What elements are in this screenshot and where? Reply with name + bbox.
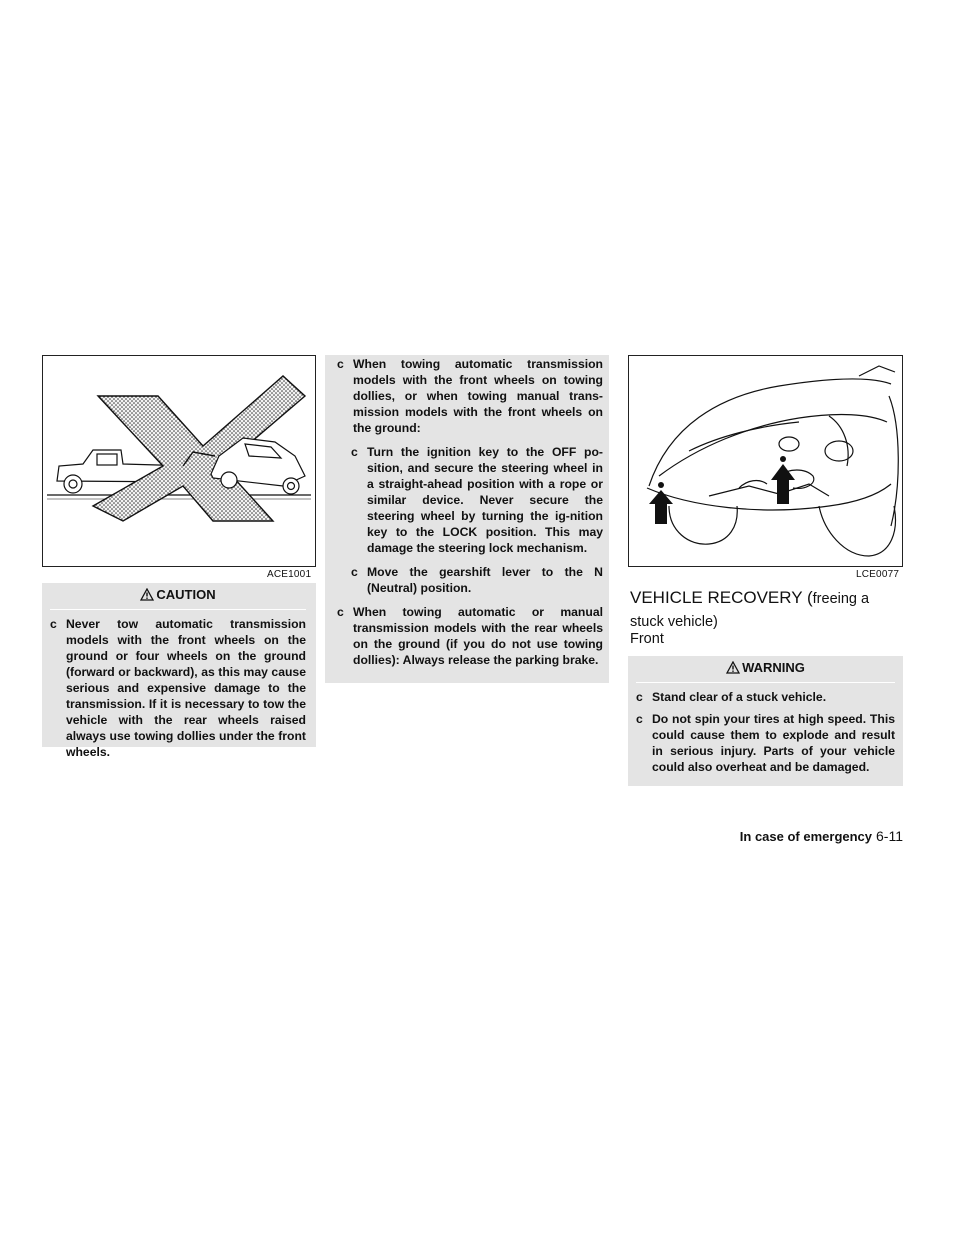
warning-item	[636, 711, 895, 775]
caution-item-text: When towing automatic transmission models with the front wheels on towing dollies, or when towing manual trans-mission models with the front wheels on the ground:	[353, 357, 603, 435]
caution-item	[50, 616, 306, 760]
caution-subitem-text: Turn the ignition key to the OFF po-sition, and secure the steering wheel in a straight-ahead position with a rope or similar device. Never secure the steering wheel by turning the ig-nition key to the LOCK position. This may damage the steering lock mechanism.	[367, 445, 603, 555]
bullet-icon: c	[337, 357, 344, 371]
caution-box-continued	[325, 355, 609, 683]
footer-section-title: In case of emergency	[739, 829, 873, 844]
section-heading	[630, 587, 905, 633]
section-heading-parenthetical: freeing a stuck vehicle)	[630, 591, 870, 630]
caution-subitem-text: Move the gearshift lever to the N (Neutral) position.	[367, 565, 603, 595]
caution-item	[337, 604, 603, 668]
warning-header	[636, 656, 895, 677]
section-heading-main: VEHICLE RECOVERY (	[630, 588, 813, 607]
page-number: 6-11	[876, 828, 903, 844]
page-footer	[740, 828, 903, 844]
bullet-icon: c	[636, 690, 643, 704]
caution-item-text: Never tow automatic transmission models with the front wheels on the ground or four wheels on the ground (forward or backward), as this may cause serious and expensive damage to the transmission. If it is necessary to tow the vehicle with the rear wheels raised always use towing dollies under the front wheels.	[66, 617, 306, 759]
warning-title: WARNING	[742, 660, 805, 675]
caution-box	[42, 583, 316, 759]
warning-box	[628, 656, 903, 786]
bullet-icon: c	[50, 617, 57, 631]
caution-title: CAUTION	[156, 587, 216, 602]
caution-item-text: When towing automatic or manual transmission models with the rear wheels on the ground (if you do not use towing dollies): Always release the parking brake.	[353, 605, 603, 667]
bullet-icon: c	[351, 565, 358, 579]
subsection-heading: Front	[630, 631, 664, 647]
figure-id-left: ACE1001	[267, 569, 312, 580]
caution-divider	[50, 609, 306, 610]
bullet-icon: c	[636, 712, 643, 726]
figure-id-right: LCE0077	[856, 569, 900, 580]
bullet-icon: c	[337, 605, 344, 619]
warning-item	[636, 689, 895, 705]
vehicle-underside-illustration	[628, 355, 903, 567]
warning-triangle-icon	[140, 588, 154, 604]
caution-subitem	[337, 564, 603, 596]
front-recovery-hook-illustration	[629, 356, 902, 566]
warning-triangle-icon	[726, 661, 740, 677]
bullet-icon: c	[351, 445, 358, 459]
tow-truck-x-illustration	[43, 356, 315, 566]
warning-item-text: Stand clear of a stuck vehicle.	[652, 690, 827, 704]
caution-subitem	[337, 444, 603, 556]
caution-item	[337, 356, 603, 436]
caution-header	[50, 583, 306, 604]
warning-item-text: Do not spin your tires at high speed. This could cause them to explode and result in serious injury. Parts of your vehicle could also overheat and be damaged.	[652, 712, 895, 774]
towing-illustration	[42, 355, 316, 567]
warning-divider	[636, 682, 895, 683]
